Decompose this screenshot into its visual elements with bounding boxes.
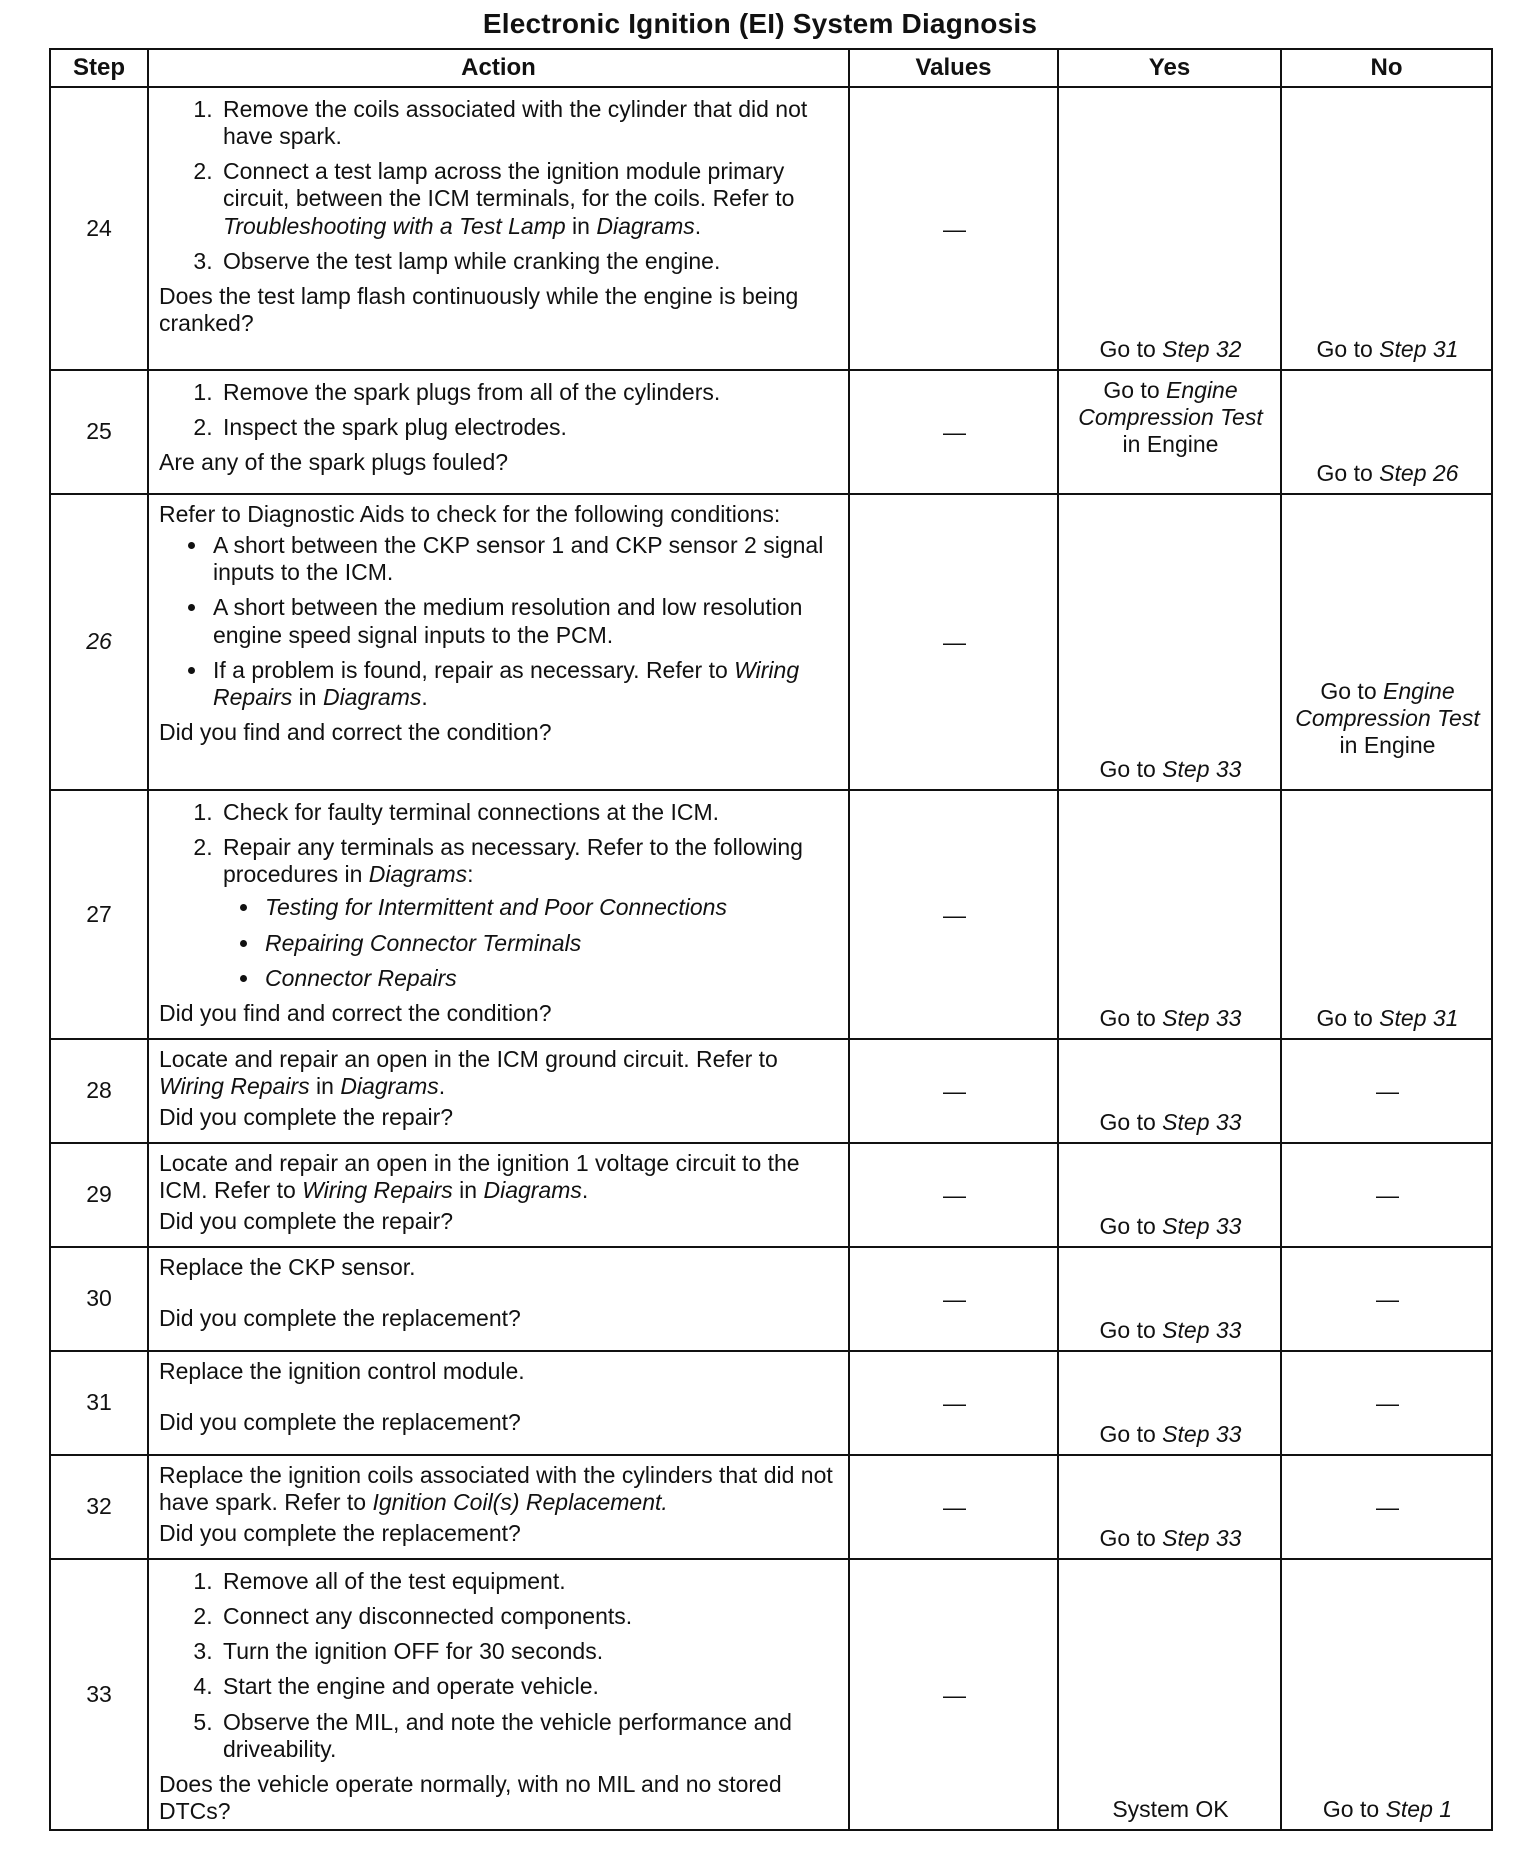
reference-link[interactable]: Wiring Repairs (159, 1073, 310, 1100)
step-number: 31 (50, 1351, 148, 1455)
action-cell (148, 494, 849, 790)
in-text: in (1122, 431, 1147, 458)
table-row (50, 1455, 1492, 1559)
step-number: 33 (50, 1559, 148, 1830)
reference-link[interactable]: Wiring Repairs (302, 1177, 453, 1204)
question-text: Did you complete the repair? (159, 1104, 454, 1131)
reference-link[interactable]: Diagrams (340, 1073, 439, 1100)
step-link[interactable]: Step 33 (1162, 1212, 1242, 1239)
no-cell: — (1281, 1247, 1492, 1351)
table-row (50, 790, 1492, 1039)
reference-link[interactable]: Ignition Coil(s) Replacement. (372, 1489, 668, 1516)
header-no: No (1281, 49, 1492, 87)
action-cell (148, 1351, 849, 1455)
action-text: Connect a test lamp across the ignition module primary circuit, between the ICM terminals, for the coils. Refer to (223, 158, 795, 212)
reference-link[interactable]: Diagrams (368, 861, 468, 888)
go-to-text: Go to (1316, 1004, 1380, 1031)
bullet-item: • A short between the CKP sensor 1 and CKP sensor 2 signal inputs to the ICM. (209, 532, 840, 586)
reference-link[interactable]: Diagrams (483, 1177, 582, 1204)
yes-cell (1058, 494, 1281, 790)
step-link[interactable]: Step 33 (1162, 1524, 1242, 1551)
action-text-body: Replace the ignition coils associated with the cylinders that did not have spark. Refer to (159, 1462, 833, 1516)
no-cell (1281, 494, 1492, 790)
question-text: Did you complete the replacement? (159, 1409, 521, 1436)
table-row (50, 1351, 1492, 1455)
yes-cell (1058, 370, 1281, 494)
question-text: Did you complete the replacement? (159, 1520, 521, 1547)
action-item: 1. Remove the spark plugs from all of the cylinders. (219, 379, 840, 406)
action-item: 2. Inspect the spark plug electrodes. (219, 414, 840, 441)
table-row (50, 1039, 1492, 1143)
reference-link[interactable]: Diagrams (322, 683, 422, 710)
table-row (50, 494, 1492, 790)
yes-cell (1058, 1143, 1281, 1247)
action-item: 3. Turn the ignition OFF for 30 seconds. (219, 1638, 840, 1665)
intro-text: Refer to Diagnostic Aids to check for the following conditions: (159, 501, 781, 527)
manual-section: Engine (1363, 731, 1436, 758)
values-cell: — (849, 1143, 1058, 1247)
in-text: in (309, 1073, 341, 1100)
go-to-text: Go to (1322, 1795, 1386, 1822)
step-link[interactable]: Step 33 (1162, 1004, 1242, 1031)
go-to-text: Go to (1316, 459, 1380, 486)
action-text: Repair any terminals as necessary. Refer to the following procedures in (223, 834, 803, 888)
no-cell (1281, 87, 1492, 370)
no-cell (1281, 370, 1492, 494)
values-cell: — (849, 494, 1058, 790)
reference-link[interactable]: Wiring Repairs (213, 656, 800, 710)
values-cell: — (849, 1455, 1058, 1559)
header-yes: Yes (1058, 49, 1281, 87)
in-text: in (292, 683, 323, 710)
action-text-body: Locate and repair an open in the ignition 1 voltage circuit to the ICM. Refer to (159, 1150, 800, 1204)
question-text: Did you complete the replacement? (159, 1305, 521, 1332)
action-text: Replace the ignition control module. (159, 1358, 525, 1384)
action-text: Replace the CKP sensor. (159, 1254, 416, 1280)
step-number: 30 (50, 1247, 148, 1351)
no-cell: — (1281, 1143, 1492, 1247)
go-to-text: Go to (1320, 677, 1384, 704)
table-header-row (50, 49, 1492, 87)
step-link[interactable]: Step 33 (1162, 755, 1242, 782)
reference-link[interactable]: Diagrams (596, 212, 695, 239)
action-item: 2. Connect any disconnected components. (219, 1603, 840, 1630)
no-cell (1281, 790, 1492, 1039)
go-to-text: Go to (1099, 1316, 1163, 1343)
spacer (159, 1285, 840, 1305)
table-row (50, 1143, 1492, 1247)
in-text: in (1339, 731, 1364, 758)
yes-cell (1058, 1455, 1281, 1559)
go-to-text: Go to (1103, 377, 1167, 403)
no-cell (1281, 1559, 1492, 1830)
header-step: Step (50, 49, 148, 87)
action-cell (148, 87, 849, 370)
no-cell: — (1281, 1455, 1492, 1559)
no-cell: — (1281, 1039, 1492, 1143)
table-row (50, 1559, 1492, 1830)
values-cell: — (849, 1559, 1058, 1830)
question-text: Are any of the spark plugs fouled? (159, 449, 509, 476)
manual-section: Engine (1146, 431, 1219, 458)
step-number: 27 (50, 790, 148, 1039)
action-text: Locate and repair an open in the ignition 1 voltage circuit to the ICM. Refer to Wiring Repairs in Diagrams. (159, 1150, 800, 1204)
action-cell (148, 1039, 849, 1143)
go-to-text: Go to (1099, 1212, 1163, 1239)
table-row (50, 1247, 1492, 1351)
action-cell (148, 1559, 849, 1830)
go-to-text: Go to (1099, 1004, 1163, 1031)
header-values: Values (849, 49, 1058, 87)
step-number: 29 (50, 1143, 148, 1247)
question-text: Does the test lamp flash continuously while the engine is being cranked? (159, 282, 799, 336)
action-item: 2. Repair any terminals as necessary. Refer to the following procedures in Diagrams: • Testing for Intermittent and Poor Connections • Repairing Connector Terminals • Connector Repairs (219, 834, 840, 992)
bullet-item: • If a problem is found, repair as necessary. Refer to Wiring Repairs in Diagrams. (209, 657, 840, 711)
page-title: Electronic Ignition (EI) System Diagnosis (482, 8, 1038, 39)
table-row (50, 370, 1492, 494)
step-link[interactable]: Step 33 (1162, 1108, 1242, 1135)
in-text: in (452, 1177, 484, 1204)
step-number: 28 (50, 1039, 148, 1143)
step-link[interactable]: Step 33 (1162, 1316, 1242, 1343)
step-link[interactable]: Step 26 (1379, 459, 1459, 486)
action-cell (148, 1455, 849, 1559)
action-item: 3. Observe the test lamp while cranking the engine. (219, 248, 840, 275)
action-cell (148, 1247, 849, 1351)
yes-cell (1058, 790, 1281, 1039)
procedure-link[interactable]: • Testing for Intermittent and Poor Connections (261, 894, 840, 921)
procedure-link[interactable]: • Connector Repairs (261, 965, 840, 992)
procedure-link[interactable]: • Repairing Connector Terminals (261, 930, 840, 957)
diagnosis-table (49, 48, 1493, 1831)
values-cell: — (849, 790, 1058, 1039)
go-to-text: Go to (1316, 335, 1380, 362)
yes-cell (1058, 1039, 1281, 1143)
action-item: 1. Remove all of the test equipment. (219, 1568, 840, 1595)
step-link[interactable]: Step 33 (1162, 1420, 1242, 1447)
action-item: 2. Connect a test lamp across the ignition module primary circuit, between the ICM terminals, for the coils. Refer to Troubleshooting with a Test Lamp in Diagrams. (219, 158, 840, 239)
no-cell: — (1281, 1351, 1492, 1455)
bullet-text: If a problem is found, repair as necessary. Refer to (213, 656, 728, 683)
header-action: Action (148, 49, 849, 87)
action-cell (148, 370, 849, 494)
go-to-text: Go to (1099, 1420, 1163, 1447)
step-number: 26 (50, 494, 148, 790)
question-text: Did you complete the repair? (159, 1208, 454, 1235)
question-text: Did you find and correct the condition? (159, 718, 552, 745)
yes-cell (1058, 87, 1281, 370)
go-to-text: Go to (1099, 1108, 1163, 1135)
bullet-item: • A short between the medium resolution and low resolution engine speed signal inputs to the PCM. (209, 594, 840, 648)
go-to-text: Go to (1099, 755, 1163, 782)
question-text: Did you find and correct the condition? (159, 999, 552, 1026)
values-cell: — (849, 1247, 1058, 1351)
action-item: 1. Remove the coils associated with the cylinder that did not have spark. (219, 96, 840, 150)
table-row (50, 87, 1492, 370)
reference-link[interactable]: Engine Compression Test (1295, 677, 1480, 731)
go-to-text: Go to (1099, 1524, 1163, 1551)
yes-cell: System OK (1058, 1559, 1281, 1830)
action-item: 4. Start the engine and operate vehicle. (219, 1673, 840, 1700)
action-item: 1. Check for faulty terminal connections at the ICM. (219, 799, 840, 826)
step-number: 24 (50, 87, 148, 370)
values-cell: — (849, 87, 1058, 370)
action-text (159, 1462, 840, 1516)
yes-cell (1058, 1351, 1281, 1455)
step-number: 25 (50, 370, 148, 494)
action-cell (148, 790, 849, 1039)
yes-cell (1058, 1247, 1281, 1351)
values-cell: — (849, 1039, 1058, 1143)
step-link[interactable]: Step 1 (1385, 1795, 1453, 1822)
step-link[interactable]: Step 31 (1379, 1004, 1459, 1031)
spacer (159, 1389, 840, 1409)
step-link[interactable]: Step 32 (1162, 335, 1242, 362)
values-cell: — (849, 1351, 1058, 1455)
action-cell (148, 1143, 849, 1247)
step-link[interactable]: Step 31 (1379, 335, 1459, 362)
action-text-body: Locate and repair an open in the ICM ground circuit. Refer to (159, 1046, 778, 1072)
in-text: in (565, 212, 597, 239)
action-item: 5. Observe the MIL, and note the vehicle performance and driveability. (219, 1709, 840, 1763)
values-cell: — (849, 370, 1058, 494)
action-text: Locate and repair an open in the ICM ground circuit. Refer to Wiring Repairs in Diagrams. (159, 1046, 778, 1100)
go-to-text: Go to (1099, 335, 1163, 362)
question-text: Does the vehicle operate normally, with no MIL and no stored DTCs? (159, 1770, 782, 1824)
reference-link[interactable]: Troubleshooting with a Test Lamp (223, 212, 566, 239)
reference-link[interactable]: Engine Compression Test (1078, 377, 1263, 431)
step-number: 32 (50, 1455, 148, 1559)
